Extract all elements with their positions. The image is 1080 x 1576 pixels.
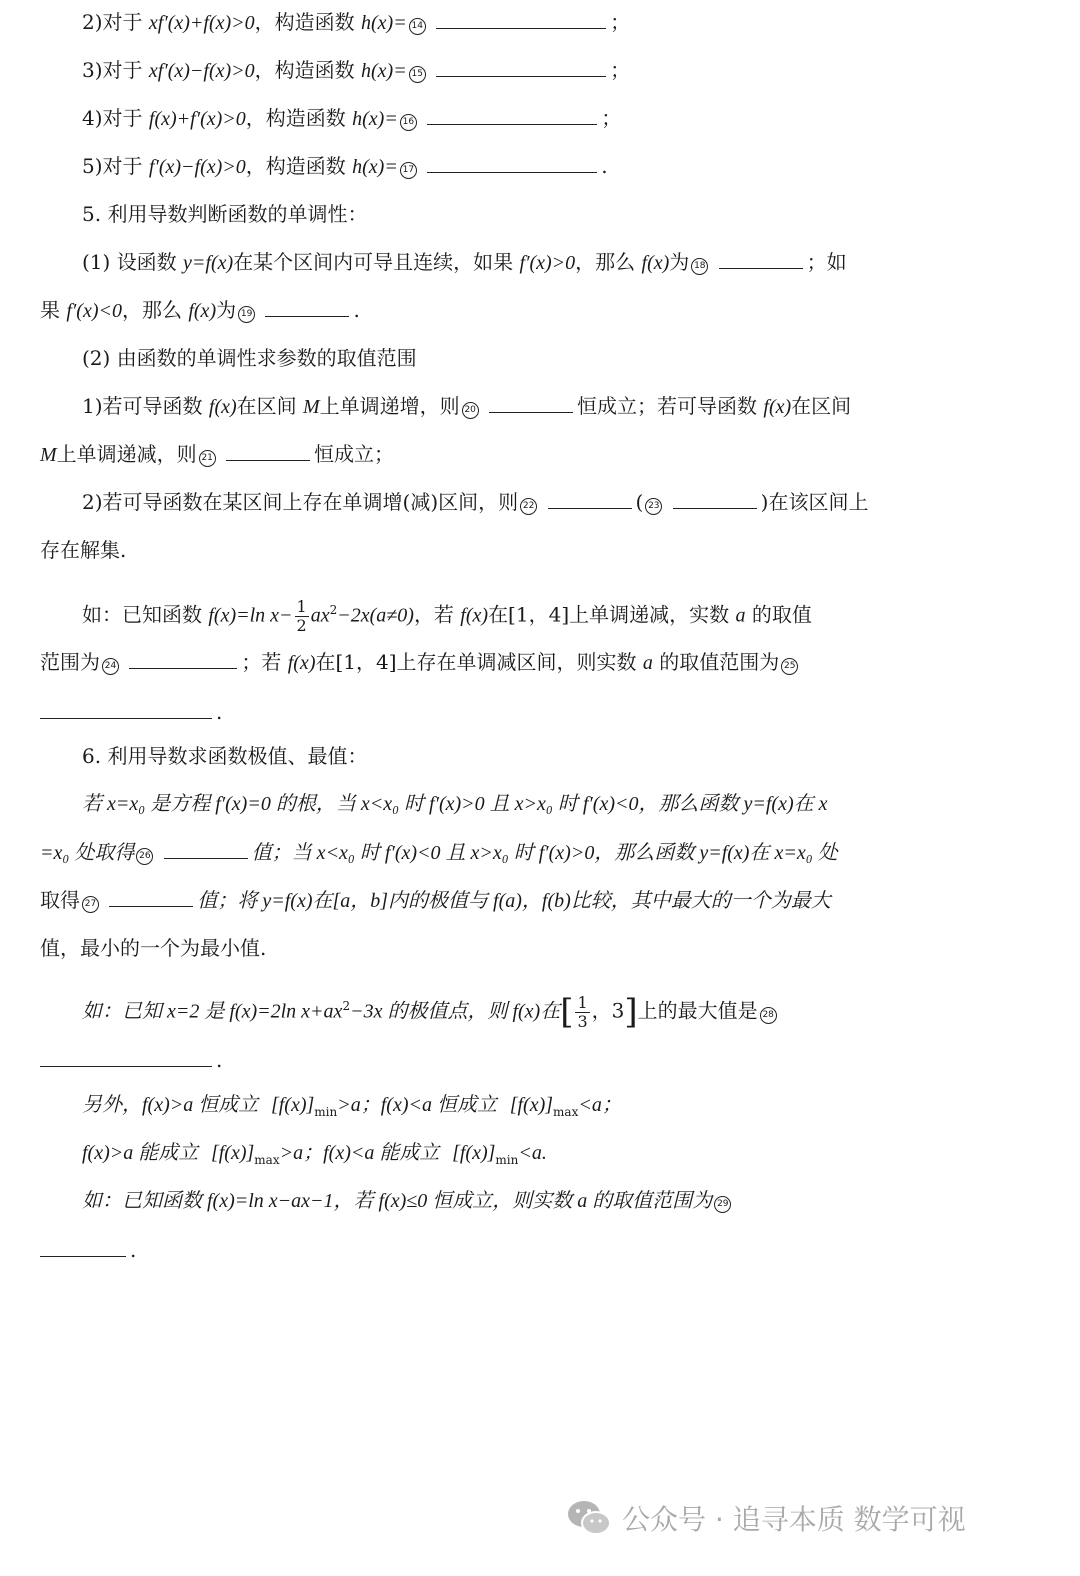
circled-number: 22 <box>520 498 537 515</box>
circled-number: 24 <box>102 658 119 675</box>
answer-blank[interactable] <box>40 698 212 719</box>
answer-blank[interactable] <box>489 392 573 413</box>
answer-blank[interactable] <box>40 1236 126 1257</box>
sec5-p2-1-line1: 1)若可导函数 f(x)在区间 M上单调递增，则 20 恒成立；若可导函数 f(x)在区间 <box>82 394 852 418</box>
circled-number: 18 <box>691 258 708 275</box>
circled-number: 17 <box>400 162 417 179</box>
watermark <box>566 1498 966 1538</box>
answer-blank[interactable] <box>265 296 349 317</box>
circled-number: 27 <box>82 896 99 913</box>
answer-blank[interactable] <box>109 886 193 907</box>
wechat-icon <box>566 1499 612 1537</box>
circled-number: 23 <box>645 498 662 515</box>
circled-number: 15 <box>409 66 426 83</box>
sec6-example3-line1: 如：已知函数 f(x)=ln x−ax−1，若 f(x)≤0 恒成立，则实数 a 的取值范围为 29 <box>82 1186 900 1215</box>
sec5-heading: 5. 利用导数判断函数的单调性： <box>82 202 368 226</box>
answer-blank[interactable] <box>164 838 248 859</box>
answer-blank[interactable] <box>673 488 757 509</box>
sec6-line2: =x₀ 处取得 26 值；当 x<x₀ 时 f′(x)<0 且 x>x₀ 时 f′(x)>0，那么函数 y=f(x)在 x=x₀ 处 <box>40 838 900 867</box>
sec6-heading: 6. 利用导数求函数极值、最值： <box>82 744 368 768</box>
circled-number: 14 <box>409 18 426 35</box>
sec6-line4: 值，最小的一个为最小值. <box>40 936 267 960</box>
answer-blank[interactable] <box>436 8 606 29</box>
circled-number: 25 <box>781 658 798 675</box>
sec5-p1-line2: 果 f′(x)<0，那么 f(x)为 19 . <box>40 298 360 322</box>
sec5-example-line2: 范围为 24 ；若 f(x)在[1，4]上存在单调减区间，则实数 a 的取值范围为 25 <box>40 648 900 677</box>
sec5-p1-line1: (1) 设函数 y=f(x)在某个区间内可导且连续，如果 f′(x)>0，那么 f(x)为 18 ；如 <box>82 250 847 274</box>
circled-number: 20 <box>462 402 479 419</box>
circled-number: 26 <box>136 848 153 865</box>
answer-blank[interactable] <box>427 152 597 173</box>
circled-number: 21 <box>199 450 216 467</box>
fraction-one-third: $\frac{1}{3}$ <box>577 992 588 1031</box>
sec4-item2: 2)对于 xf′(x)+f(x)>0，构造函数 h(x)= 14 ； <box>82 10 631 34</box>
circled-number: 29 <box>714 1196 731 1213</box>
answer-blank[interactable] <box>436 56 606 77</box>
sec4-item3: 3)对于 xf′(x)−f(x)>0，构造函数 h(x)= 15 ； <box>82 58 631 82</box>
sec6-extra-line2: f(x)>a 能成立 $[f(x)]_{max}>a$；f(x)<a 能成立 $[f(x)]_{min}<a$. <box>82 1142 547 1167</box>
answer-blank[interactable] <box>719 248 803 269</box>
answer-blank[interactable] <box>40 1046 212 1067</box>
fraction-one-half: $\frac{1}{2}$ <box>296 596 307 635</box>
circled-number: 19 <box>238 306 255 323</box>
sec6-extra-line1: 另外，f(x)>a 恒成立 $[f(x)]_{min}>a$；f(x)<a 恒成立 $[f(x)]_{max}<a$； <box>82 1094 622 1119</box>
sec5-example-line3: . <box>40 698 900 726</box>
sec6-line3: 取得 27 值；将 y=f(x)在[a，b]内的极值与 f(a)，f(b)比较，其中最大的一个为最大 <box>40 888 831 912</box>
sec6-example-line1: 如：已知 x=2 是 f(x)=2ln $x+ax^2-3x$ 的极值点，则 f(x)在[ $\frac{1}{3}$ ，3]上的最大值是 28 <box>82 984 900 1028</box>
answer-blank[interactable] <box>427 104 597 125</box>
answer-blank[interactable] <box>226 440 310 461</box>
sec6-example3-line2: . <box>40 1236 900 1264</box>
sec5-p2-heading: (2) 由函数的单调性求参数的取值范围 <box>82 346 417 370</box>
circled-number: 28 <box>760 1007 777 1024</box>
sec5-p2-1-line2: M上单调递减，则 21 恒成立； <box>40 442 395 466</box>
sec5-p2-2-line1: 2)若可导函数在某区间上存在单调增(减)区间，则 22 ( 23 )在该区间上 <box>82 490 869 514</box>
sec5-p2-2-line2: 存在解集. <box>40 538 127 562</box>
answer-blank[interactable] <box>129 648 237 669</box>
sec4-item4: 4)对于 f(x)+f′(x)>0，构造函数 h(x)= 16 ； <box>82 106 622 130</box>
sec5-example-line1: 如：已知函数 f(x)=ln x− $\frac{1}{2}$ $ax^2-2x(a\ne 0)$，若 f(x)在[1，4]上单调递减，实数 a 的取值 <box>82 596 812 635</box>
watermark-text: 公众号 · 追寻本质 数学可视 <box>622 1503 966 1536</box>
sec4-item5: 5)对于 f′(x)−f(x)>0，构造函数 h(x)= 17 . <box>82 154 608 178</box>
answer-blank[interactable] <box>548 488 632 509</box>
circled-number: 16 <box>400 114 417 131</box>
sec6-line1: 若 x=x₀ 是方程 f′(x)=0 的根，当 x<x₀ 时 f′(x)>0 且 x>x₀ 时 f′(x)<0，那么函数 y=f(x)在 x <box>82 793 828 815</box>
sec6-example-line2: . <box>40 1046 900 1074</box>
